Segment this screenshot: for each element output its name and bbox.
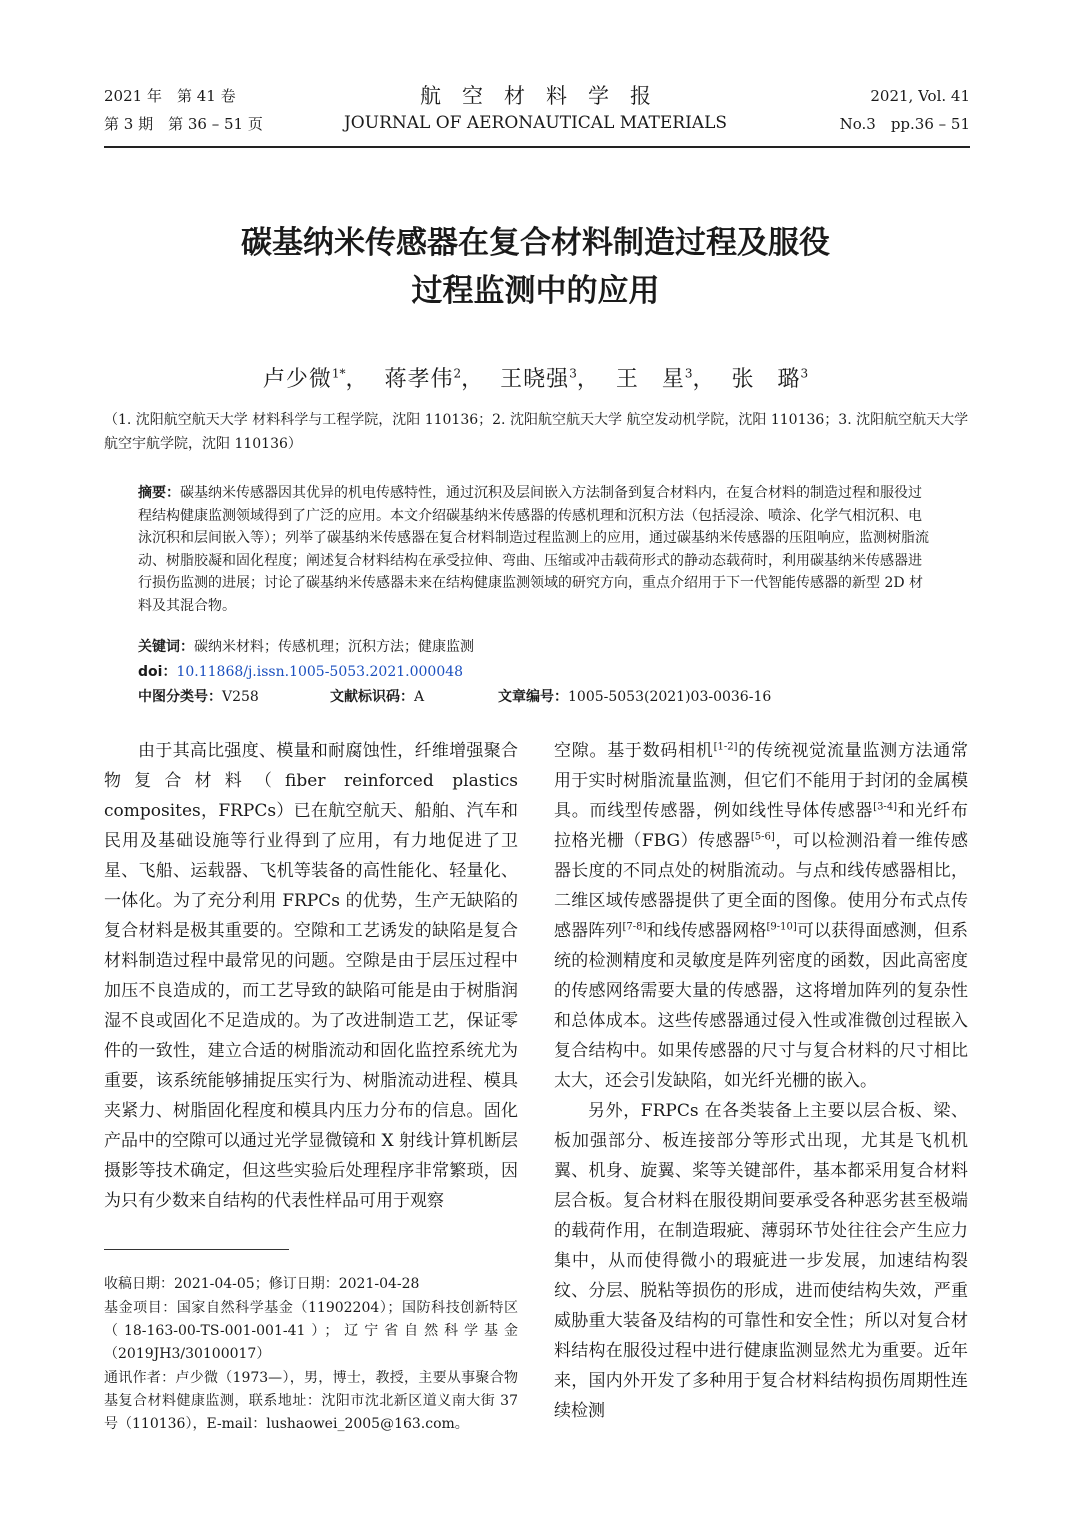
clc-value: V258 — [222, 689, 259, 705]
footnote-rule — [104, 1249, 289, 1250]
author-affil-mark: 1* — [331, 366, 346, 381]
citation-ref[interactable]: [7-8] — [622, 921, 647, 933]
author-affil-mark: 3 — [800, 366, 809, 381]
body-paragraph: 由于其高比强度、模量和耐腐蚀性，纤维增强聚合物复合材料（fiber reinforced plastics composites，FRPCs）已在航空航天、船舶、汽车和民用及基础设施等行业得到了应用，有力地促进了卫星、飞船、运载器、飞机等装备的高性能化、轻量化、一体化。为了充分利用 FRPCs 的优势，生产无缺陷的复合材料是极其重要的。空隙和工艺诱发的缺陷是复合材料制造过程中最常见的问题。空隙是由于层压过程中加压不良造成的，而工艺导致的缺陷可能是由于树脂润湿不良或固化不足造成的。为了改进制造工艺，保证零件的一致性，建立合适的树脂流动和固化监控系统尤为重要，该系统能够捕捉压实行为、树脂流动进程、模具夹紧力、树脂固化程度和模具内压力分布的信息。固化产品中的空隙可以通过光学显微镜和 X 射线计算机断层摄影等技术确定，但这些实验后处理程序非常繁琐，因为只有少数来自结构的代表性样品可用于观察 — [104, 741, 518, 1211]
journal-issue-pages-en: No.3 pp.36 – 51 — [839, 115, 970, 133]
keywords-text: 碳纳米材料；传感机理；沉积方法；健康监测 — [194, 639, 474, 655]
journal-name-cn: 航 空 材 料 学 报 — [420, 84, 651, 108]
author-affil-mark: 2 — [453, 366, 462, 381]
author-name: 蒋孝伟 — [384, 367, 454, 392]
citation-ref[interactable]: [1-2] — [713, 741, 738, 753]
body-column-right — [554, 736, 968, 1426]
citation-ref[interactable]: [3-4] — [873, 801, 898, 813]
author-affil-mark: 3 — [569, 366, 577, 381]
article-title-line1: 碳基纳米传感器在复合材料制造过程及服役 — [241, 225, 830, 261]
keywords-label: 关键词： — [138, 639, 194, 655]
affiliations: （1. 沈阳航空航天大学 材料科学与工程学院，沈阳 110136；2. 沈阳航空航天大学 航空发动机学院，沈阳 110136；3. 沈阳航空航天大学 航空宇航学院，沈阳 110136） — [104, 412, 969, 452]
header-rule — [104, 146, 970, 148]
author-list: 卢少微$^{1*}$， 蒋孝伟$^2$， 王晓强$^3$， 王 星$^3$， 张 璐$^3$ — [262, 366, 809, 392]
footnote-funding: 基金项目：国家自然科学基金（11902204）；国防科技创新特区（18-163-00-TS-001-001-41）；辽宁省自然科学基金（2019JH3/30100017） — [104, 1300, 518, 1362]
doc-code-label: 文献标识码： — [330, 689, 414, 705]
citation-ref[interactable]: [5-6] — [750, 831, 775, 843]
doi-link[interactable]: 10.11868/j.issn.1005-5053.2021.000048 — [176, 664, 464, 680]
citation-ref[interactable]: [9-10] — [766, 921, 797, 933]
body-text: 的传统视觉流量监测方法通常用于实时树脂流量监测，但它们不能用于封闭的金属模具。而线型传感器，例如线性导体传感器 — [554, 741, 969, 821]
abstract-text: 碳基纳米传感器因其优异的机电传感特性，通过沉积及层间嵌入方法制备到复合材料内，在复合材料的制造过程和服役过程结构健康监测领域得到了广泛的应用。本文介绍碳基纳米传感器的传感机理和沉积方法（包括浸涂、喷涂、化学气相沉积、电泳沉积和层间嵌入等）；列举了碳基纳米传感器在复合材料制造过程监测上的应用，通过碳基纳米传感器的压阻响应，监测树脂流动、树脂胶凝和固化程度；阐述复合材料结构在承受拉伸、弯曲、压缩或冲击载荷形式的静动态载荷时，利用碳基纳米传感器进行损伤监测的进展；讨论了碳基纳米传感器未来在结构健康监测领域的研究方向，重点介绍用于下一代智能传感器的新型 2D 材料及其混合物。 — [138, 485, 929, 614]
article-title-line2: 过程监测中的应用 — [411, 273, 660, 309]
journal-name-en: JOURNAL OF AERONAUTICAL MATERIALS — [343, 113, 728, 133]
body-column-left — [104, 736, 518, 1216]
doc-code-value: A — [414, 689, 425, 705]
body-text: 和光纤布拉格光栅（FBG）传感器 — [554, 801, 969, 851]
footnote-received: 收稿日期：2021-04-05；修订日期：2021-04-28 — [104, 1276, 420, 1292]
doi-line — [138, 661, 934, 684]
keywords — [138, 636, 934, 659]
author-name: 张 璐 — [731, 367, 801, 392]
body-text: 空隙。基于数码相机 — [554, 741, 714, 761]
journal-year-volume-en: 2021, Vol. 41 — [870, 87, 970, 105]
body-text: 和线传感器网格 — [646, 921, 767, 941]
author-affil-mark: 3 — [684, 366, 693, 381]
body-paragraph — [554, 736, 968, 1096]
abstract — [138, 482, 934, 618]
author-name: 卢少微 — [262, 367, 332, 392]
article-no-label: 文章编号： — [498, 689, 568, 705]
author-name: 王晓强 — [500, 367, 570, 392]
journal-year-volume: 2021 年 第 41 卷 — [104, 87, 236, 105]
footnote-contact: 通讯作者：卢少微（1973—），男，博士，教授，主要从事聚合物基复合材料健康监测，联系地址：沈阳市沈北新区道义南大街 37 号（110136），E-mail：lushaowei_2005@163.com。 — [104, 1370, 518, 1432]
article-number — [498, 686, 771, 706]
body-text: ，可以检测沿着一维传感器长度的不同点处的树脂流动。与点和线传感器相比，二维区域传感器提供了更全面的图像。使用分布式点传感器阵列 — [554, 831, 969, 941]
clc-code — [138, 686, 259, 706]
clc-label: 中图分类号： — [138, 689, 222, 705]
article-no-value: 1005-5053(2021)03-0036-16 — [568, 689, 772, 705]
journal-issue-pages: 第 3 期 第 36 – 51 页 — [104, 115, 263, 133]
author-name: 王 星 — [615, 367, 685, 392]
document-code — [330, 686, 424, 706]
body-text: 可以获得面感测，但系统的检测精度和灵敏度是阵列密度的函数，因此高密度的传感网络需要大量的传感器，这将增加阵列的复杂性和总体成本。这些传感器通过侵入性或准微创过程嵌入复合结构中。如果传感器的尺寸与复合材料的尺寸相比太大，还会引发缺陷，如光纤光栅的嵌入。 — [554, 921, 969, 1091]
abstract-label: 摘要： — [138, 485, 180, 501]
body-paragraph: 另外，FRPCs 在各类装备上主要以层合板、梁、板加强部分、板连接部分等形式出现，尤其是飞机机翼、机身、旋翼、桨等关键部件，基本都采用复合材料层合板。复合材料在服役期间要承受各种恶劣甚至极端的载荷作用，在制造瑕疵、薄弱环节处往往会产生应力集中，从而使得微小的瑕疵进一步发展，加速结构裂纹、分层、脱粘等损伤的形成，进而使结构失效，严重威胁重大装备及结构的可靠性和安全性；所以对复合材料结构在服役过程中进行健康监测显然尤为重要。近年来，国内外开发了多种用于复合材料结构损伤周期性连续检测 — [554, 1101, 968, 1421]
doi-label: doi： — [138, 664, 177, 680]
